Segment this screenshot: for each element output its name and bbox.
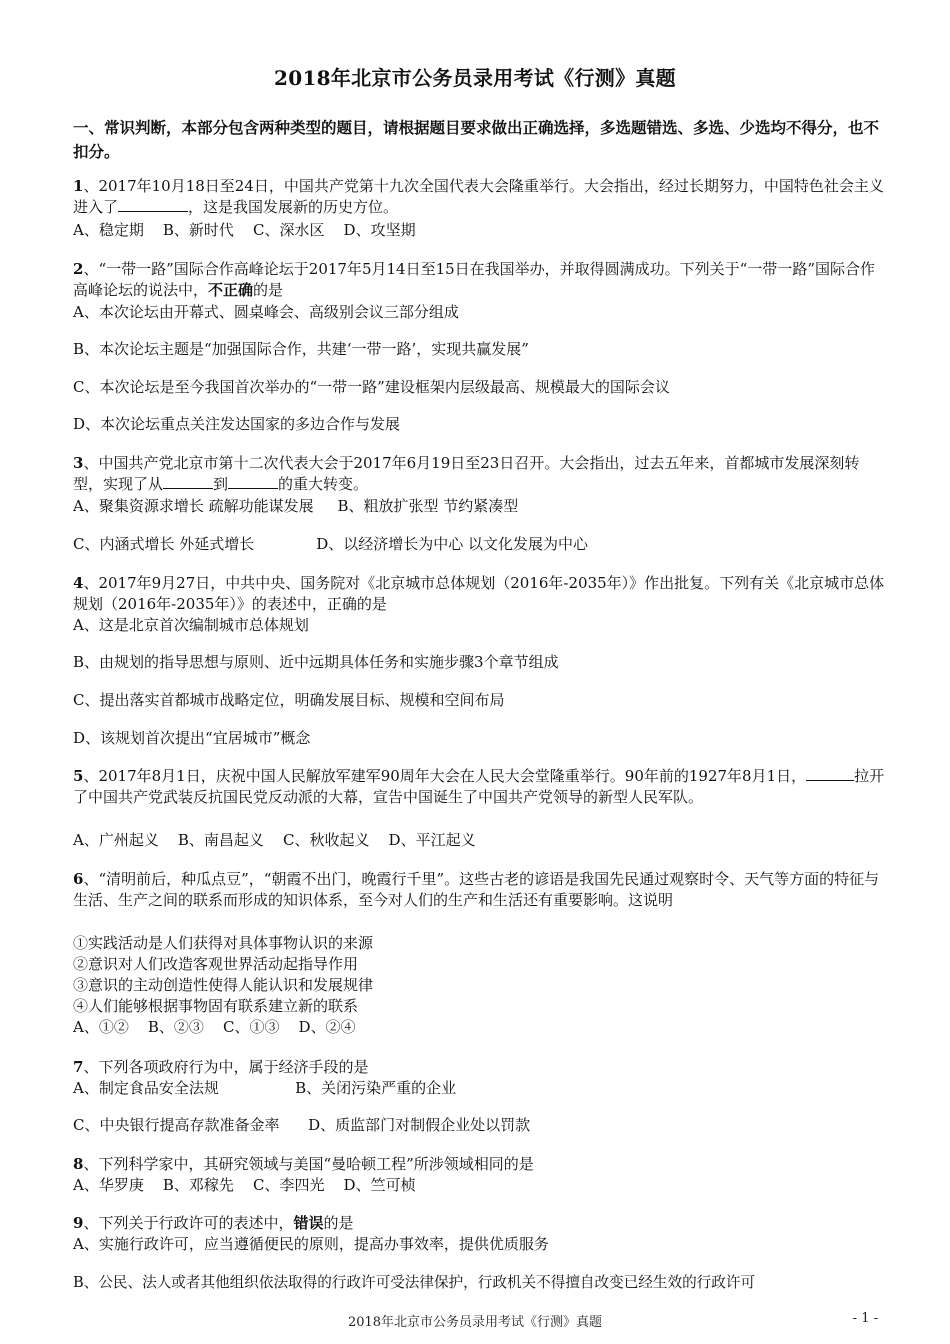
- question-number: 2: [73, 260, 84, 278]
- statement-3: ③意识的主动创造性使得人能认识和发展规律: [73, 976, 374, 994]
- question-number: 6: [73, 870, 84, 888]
- question-stem-end: ，这是我国发展新的历史方位。: [188, 198, 399, 216]
- option-c: C、本次论坛是至今我国首次举办的“一带一路”建设框架内层级最高、规模最大的国际会议: [73, 378, 670, 396]
- option-a: A、这是北京首次编制城市总体规划: [73, 616, 309, 634]
- answer-blank: [806, 766, 854, 781]
- question-stem: 、“清明前后，种瓜点豆”，“朝霞不出门，晚霞行千里”。这些古老的谚语是我国先民通过观察时令、天气等方面的特征与生活、生产之间的联系而形成的知识体系，至今对人们的生产和生活还有重要影响。这说明: [73, 870, 880, 909]
- question-stem: 、中国共产党北京市第十二次代表大会于2017年6月19日至23日召开。大会指出，过去五年来，首都城市发展深刻转型，实现了从: [73, 454, 860, 493]
- question-6-options: A、①② B、②③ C、①③ D、②④: [73, 1018, 356, 1036]
- question-number: 9: [73, 1214, 84, 1232]
- options-c-d: C、内涵式增长 外延式增长 D、以经济增长为中心 以文化发展为中心: [73, 535, 589, 553]
- question-stem: 、下列关于行政许可的表述中，: [83, 1214, 294, 1232]
- question-7: [73, 1057, 885, 1078]
- question-stem-end: 的是: [253, 281, 284, 299]
- question-5: [73, 766, 885, 808]
- question-5-options: A、广州起义 B、南昌起义 C、秋收起义 D、平江起义: [73, 831, 476, 849]
- option-b: B、本次论坛主题是“加强国际合作，共建‘一带一路’，实现共赢发展”: [73, 340, 529, 358]
- question-8-options: A、华罗庚 B、邓稼先 C、李四光 D、竺可桢: [73, 1176, 416, 1194]
- options-a-b: A、聚集资源求增长 疏解功能谋发展 B、粗放扩张型 节约紧凑型: [73, 497, 519, 515]
- question-9: [73, 1213, 885, 1234]
- statement-4: ④人们能够根据事物固有联系建立新的联系: [73, 997, 359, 1015]
- statement-1: ①实践活动是人们获得对具体事物认识的来源: [73, 934, 374, 952]
- question-number: 7: [73, 1058, 84, 1076]
- question-stem: 、“一带一路”国际合作高峰论坛于2017年5月14日至15日在我国举办，并取得圆满成功。下列关于“一带一路”国际合作高峰论坛的说法中，: [73, 260, 876, 299]
- question-6: [73, 869, 885, 911]
- question-stem-end: 的重大转变。: [278, 475, 369, 493]
- question-8: [73, 1154, 885, 1175]
- option-d: D、本次论坛重点关注发达国家的多边合作与发展: [73, 415, 401, 433]
- option-a: A、实施行政许可，应当遵循便民的原则，提高办事效率，提供优质服务: [73, 1235, 549, 1253]
- question-1: [73, 176, 885, 218]
- question-stem-mid: 到: [213, 475, 229, 493]
- option-d: D、该规划首次提出“宜居城市”概念: [73, 729, 311, 747]
- question-stem-end: 拉开了中国共产党武装反抗国民党反动派的大幕，宣告中国诞生了中国共产党领导的新型人民军队。: [73, 767, 885, 806]
- question-1-options: A、稳定期 B、新时代 C、深水区 D、攻坚期: [73, 221, 416, 239]
- answer-blank: [163, 474, 213, 489]
- question-stem: 、2017年9月27日，中共中央、国务院对《北京城市总体规划（2016年-2035年）》作出批复。下列有关《北京城市总体规划（2016年-2035年）》的表述中，正确的是: [73, 574, 885, 613]
- options-a-b: A、制定食品安全法规 B、关闭污染严重的企业: [73, 1079, 457, 1097]
- page-title: 2018年北京市公务员录用考试《行测》真题: [274, 66, 676, 90]
- answer-blank: [228, 474, 278, 489]
- question-stem: 、下列科学家中，其研究领域与美国“曼哈顿工程”所涉领域相同的是: [83, 1155, 534, 1173]
- option-a: A、本次论坛由开幕式、圆桌峰会、高级别会议三部分组成: [73, 303, 459, 321]
- question-4: [73, 573, 885, 615]
- question-number: 4: [73, 574, 84, 592]
- option-b: B、公民、法人或者其他组织依法取得的行政许可受法律保护，行政机关不得擅自改变已经生效的行政许可: [73, 1274, 756, 1291]
- statement-2: ②意识对人们改造客观世界活动起指导作用: [73, 955, 359, 973]
- page-number: - 1 -: [852, 1311, 878, 1326]
- options-c-d: C、中央银行提高存款准备金率 D、质监部门对制假企业处以罚款: [73, 1116, 531, 1134]
- emphasis-text: 不正确: [208, 281, 254, 299]
- answer-blank: [118, 197, 188, 212]
- question-stem-end: 的是: [323, 1214, 354, 1232]
- question-number: 8: [73, 1155, 84, 1173]
- question-stem: 、下列各项政府行为中，属于经济手段的是: [83, 1058, 369, 1076]
- section-heading: 一、常识判断，本部分包含两种类型的题目，请根据题目要求做出正确选择，多选题错选、多选、少选均不得分，也不扣分。: [73, 118, 880, 161]
- question-number: 1: [73, 177, 84, 195]
- option-c: C、提出落实首都城市战略定位，明确发展目标、规模和空间布局: [73, 691, 505, 709]
- emphasis-text: 错误: [293, 1214, 324, 1232]
- question-3: [73, 453, 885, 495]
- question-number: 3: [73, 454, 84, 472]
- question-stem: 、2017年8月1日，庆祝中国人民解放军建军90周年大会在人民大会堂隆重举行。90年前的1927年8月1日，: [83, 767, 807, 785]
- question-number: 5: [73, 767, 84, 785]
- option-b: B、由规划的指导思想与原则、近中远期具体任务和实施步骤3个章节组成: [73, 653, 559, 671]
- question-2: [73, 259, 885, 301]
- question-stem: 、2017年10月18日至24日，中国共产党第十九次全国代表大会隆重举行。大会指出，经过长期努力，中国特色社会主义进入了: [73, 177, 884, 216]
- page-footer: 2018年北京市公务员录用考试《行测》真题: [347, 1315, 603, 1330]
